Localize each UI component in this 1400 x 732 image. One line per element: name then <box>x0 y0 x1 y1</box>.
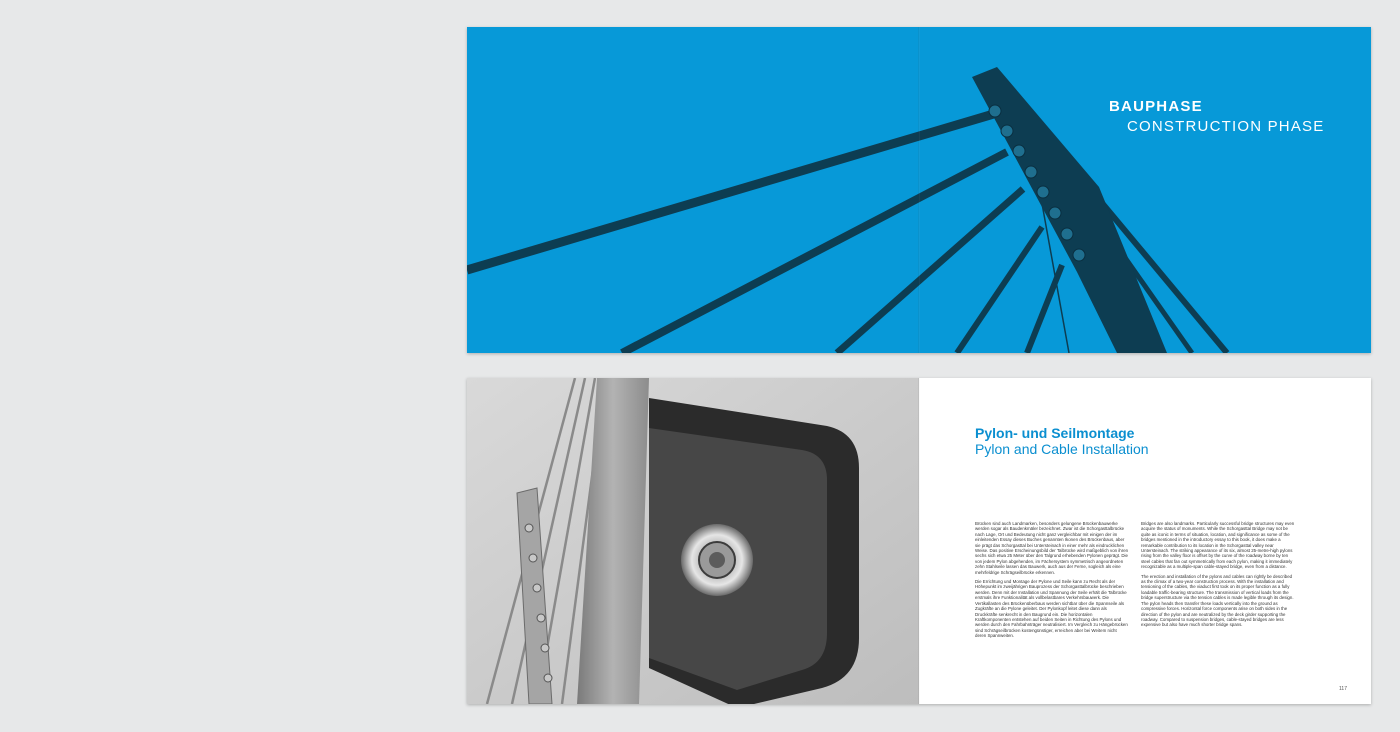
anchor-point <box>1061 228 1073 240</box>
construction-phase-spread <box>467 27 1371 353</box>
chapter-title-english: CONSTRUCTION PHASE <box>1127 118 1325 135</box>
anchor-point <box>1025 166 1037 178</box>
cable-line <box>837 189 1023 353</box>
english-text-column <box>1141 521 1295 632</box>
cable-anchor-center <box>709 552 725 568</box>
body-paragraph: Bridges are also landmarks. Particularly successful bridge structures may even acquire the status of monuments. While the Schorgasttal Bridge may not be quite as iconic in terms of situation, location, and significance as some of the bridges mentioned in the introductory essay to this book, it does make a remarkable contribution to its location in the Schorgasttal valley near Untersteinach. The striking appearance of its six, almost 25-metre-high pylons rising from the valley floor is offset by the curve of the roadway borne by ten steel cables that fan out symmetrically from each pylon, making it immediately recognizable as a multiple-span cable-stayed bridge, even from a distance. <box>1141 521 1295 570</box>
chapter-title <box>1109 97 1324 137</box>
bolt-detail <box>544 674 552 682</box>
section-heading <box>975 425 1149 457</box>
bolt-detail <box>525 524 533 532</box>
bolt-detail <box>537 614 545 622</box>
body-paragraph: Die Errichtung und Montage der Pylone und Seile kann zu Recht als der Höhepunkt im zweijährigen Bauprozess der Schorgasttalbrücke beschrieben werden. Denn mit der Installation und Spannung der Seile erhält die Talbrücke erstmals ihre Funktionalität als vollbelastbares Verkehrsbauwerk. Die Vertikallasten des Brückenüberbaus werden sichtbar über die Spannseile als Zugkräfte an die Pylone geleitet. Der Pylonkopf leitet diese dann als Druckkräfte senkrecht in den Baugrund ein. Die horizontalen Kraftkomponenten entstehen auf beiden Seiten in Richtung des Pylons und werden durch den Fahrbahnträger neutralisiert. Im Vergleich zu Hängebrücken sind Schrägseilbrücken kostengünstiger, erreichen aber bei Weitem nicht deren Spannweiten. <box>975 579 1128 639</box>
bolt-detail <box>533 584 541 592</box>
anchor-point <box>1073 249 1085 261</box>
anchor-point <box>1037 186 1049 198</box>
text-page <box>919 378 1371 704</box>
chapter-title-german: BAUPHASE <box>1109 98 1203 115</box>
section-heading-german: Pylon- und Seilmontage <box>975 425 1135 441</box>
anchor-point <box>1049 207 1061 219</box>
anchor-point <box>1013 145 1025 157</box>
pylon-installation-spread <box>467 378 1371 704</box>
cable-line <box>1027 265 1062 353</box>
bolt-detail <box>529 554 537 562</box>
section-heading-english: Pylon and Cable Installation <box>975 441 1149 457</box>
body-paragraph: The erection and installation of the pylons and cables can rightly be described as the climax of a two-year construction process. With the installation and tensioning of the cables, the viaduct first took on its proper function as a fully loadable traffic-bearing structure. The transmission of vertical loads from the bridge superstructure via the tension cables is made legible through its design. The pylon heads then transfer these loads vertically into the ground as compressive forces. Horizontal force components arise on both sides in the direction of the pylon and are neutralized by the deck girder supporting the roadway. Compared to suspension bridges, cable-stayed bridges are less expensive but also have much shorter bridge spans. <box>1141 573 1294 628</box>
page-gutter <box>918 27 920 353</box>
pylon-head-photo <box>467 378 919 704</box>
anchor-point <box>989 105 1001 117</box>
page-number: 117 <box>1339 686 1347 692</box>
cable-line <box>957 227 1042 353</box>
body-paragraph: Brücken sind auch Landmarken, besonders gelungene Brückenbauwerke werden sogar als Baudenkmäler bezeichnet. Zwar ist die Schorgasttalbrücke nach Lage, Ort und Bedeutung nicht ganz vergleichbar mit einigen der im einleitenden Essay dieses Buches genannten Ikonen des Brückenbaus, aber sie prägt das Schorgasttal bei Untersteinach in einer mehr als eindrucklichen Weise. Das positive Erscheinungsbild der Talbrücke wird maßgeblich von ihren sechs sich etwa 25 Meter über den Talgrund erhebenden Pylonen geprägt. Die von jedem Pylon abgehenden, im Fächersystem symmetrisch angeordneten zehn Stahlseile lassen das Bauwerk, auch aus der Ferne, sogleich als eine mehrfeldrige Schrägseilbrücke erkennen. <box>975 521 1129 575</box>
german-text-column <box>975 521 1129 643</box>
bolt-detail <box>541 644 549 652</box>
page-gutter <box>918 378 920 704</box>
anchor-point <box>1001 125 1013 137</box>
